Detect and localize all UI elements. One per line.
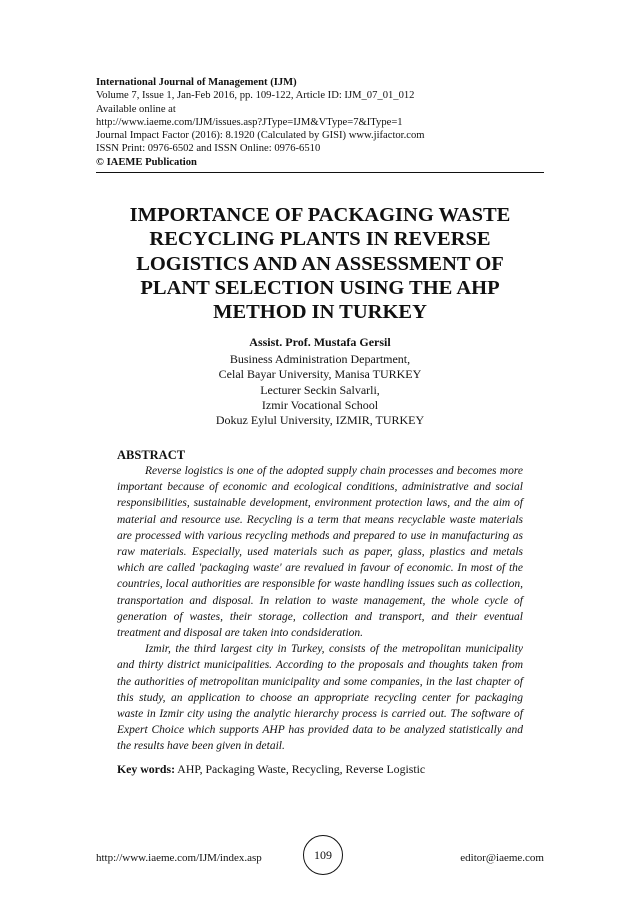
author-name: Assist. Prof. Mustafa Gersil bbox=[249, 335, 391, 349]
footer-url[interactable]: http://www.iaeme.com/IJM/index.asp bbox=[96, 852, 262, 864]
keywords bbox=[117, 761, 523, 777]
affiliation-line: Lecturer Seckin Salvarli, bbox=[260, 382, 380, 397]
affiliation-line: Celal Bayar University, Manisa TURKEY bbox=[218, 367, 422, 382]
title-line: LOGISTICS AND AN ASSESSMENT OF bbox=[136, 252, 504, 275]
title-line: METHOD IN TURKEY bbox=[213, 301, 427, 324]
footer-email[interactable]: editor@iaeme.com bbox=[460, 852, 544, 864]
page-footer bbox=[96, 835, 544, 875]
page-number: 109 bbox=[303, 835, 343, 875]
author-block bbox=[100, 335, 540, 428]
abstract-paragraph: Reverse logistics is one of the adopted supply chain processes and becomes more important because of economic and ecological conditions, administrative and social responsibilities, sustainable development, environment protection laws, and the aim of material and resource use. Recycling is a term that means recyclable waste materials are processed with various recycling methods and prepared to use in manufacturing as raw materials. Especially, used materials such as paper, glass, plastics and metals which are called 'packaging waste' are revalued in favour of economic. In most of the countries, local authorities are responsible for waste handling issues such as collection, transportation and disposal. In relation to waste management, the whole cycle of generation of wastes, their storage, collection and transport, and their eventual treatment and disposal are taken into condsideration. bbox=[117, 465, 523, 640]
title-line: IMPORTANCE OF PACKAGING WASTE bbox=[129, 204, 511, 226]
title-line: RECYCLING PLANTS IN REVERSE bbox=[149, 228, 491, 251]
affiliation-line: Dokuz Eylul University, IZMIR, TURKEY bbox=[215, 413, 425, 428]
abstract-paragraph: Izmir, the third largest city in Turkey, consists of the metropolitan municipality and thirty district municipalities. According to the proposals and thoughts taken from the authorities of metropolitan municipality and some companies, in the last chapter of this study, an application to choose an appropriate recycling center for packaging waste in Izmir city using the analytic hierarchy process is carried out. The software of Expert Choice which supports AHP has provided data to be analyzed statistically and the results have been given in detail. bbox=[117, 643, 523, 753]
volume-info: Volume 7, Issue 1, Jan-Feb 2016, pp. 109-122, Article ID: IJM_07_01_012 bbox=[96, 90, 415, 102]
title-line: PLANT SELECTION USING THE AHP bbox=[140, 276, 500, 299]
issn-info: ISSN Print: 0976-6502 and ISSN Online: 0976-6510 bbox=[96, 143, 321, 155]
affiliation-line: Izmir Vocational School bbox=[261, 397, 379, 412]
affiliation-line: Business Administration Department, bbox=[229, 352, 411, 367]
issue-url[interactable]: http://www.iaeme.com/IJM/issues.asp?JType=IJM&VType=7&IType=1 bbox=[96, 116, 403, 128]
paper-title bbox=[100, 203, 540, 324]
abstract-section bbox=[117, 447, 523, 777]
available-online: Available online at bbox=[96, 103, 176, 115]
abstract-heading: ABSTRACT bbox=[117, 448, 186, 462]
keywords-list: AHP, Packaging Waste, Recycling, Reverse Logistic bbox=[175, 761, 426, 776]
publisher: © IAEME Publication bbox=[96, 156, 197, 168]
journal-name: International Journal of Management (IJM) bbox=[96, 77, 297, 88]
keywords-label: Key words: bbox=[117, 761, 175, 776]
journal-header bbox=[96, 76, 544, 169]
impact-factor: Journal Impact Factor (2016): 8.1920 (Calculated by GISI) www.jifactor.com bbox=[96, 130, 425, 142]
header-divider bbox=[96, 172, 544, 173]
